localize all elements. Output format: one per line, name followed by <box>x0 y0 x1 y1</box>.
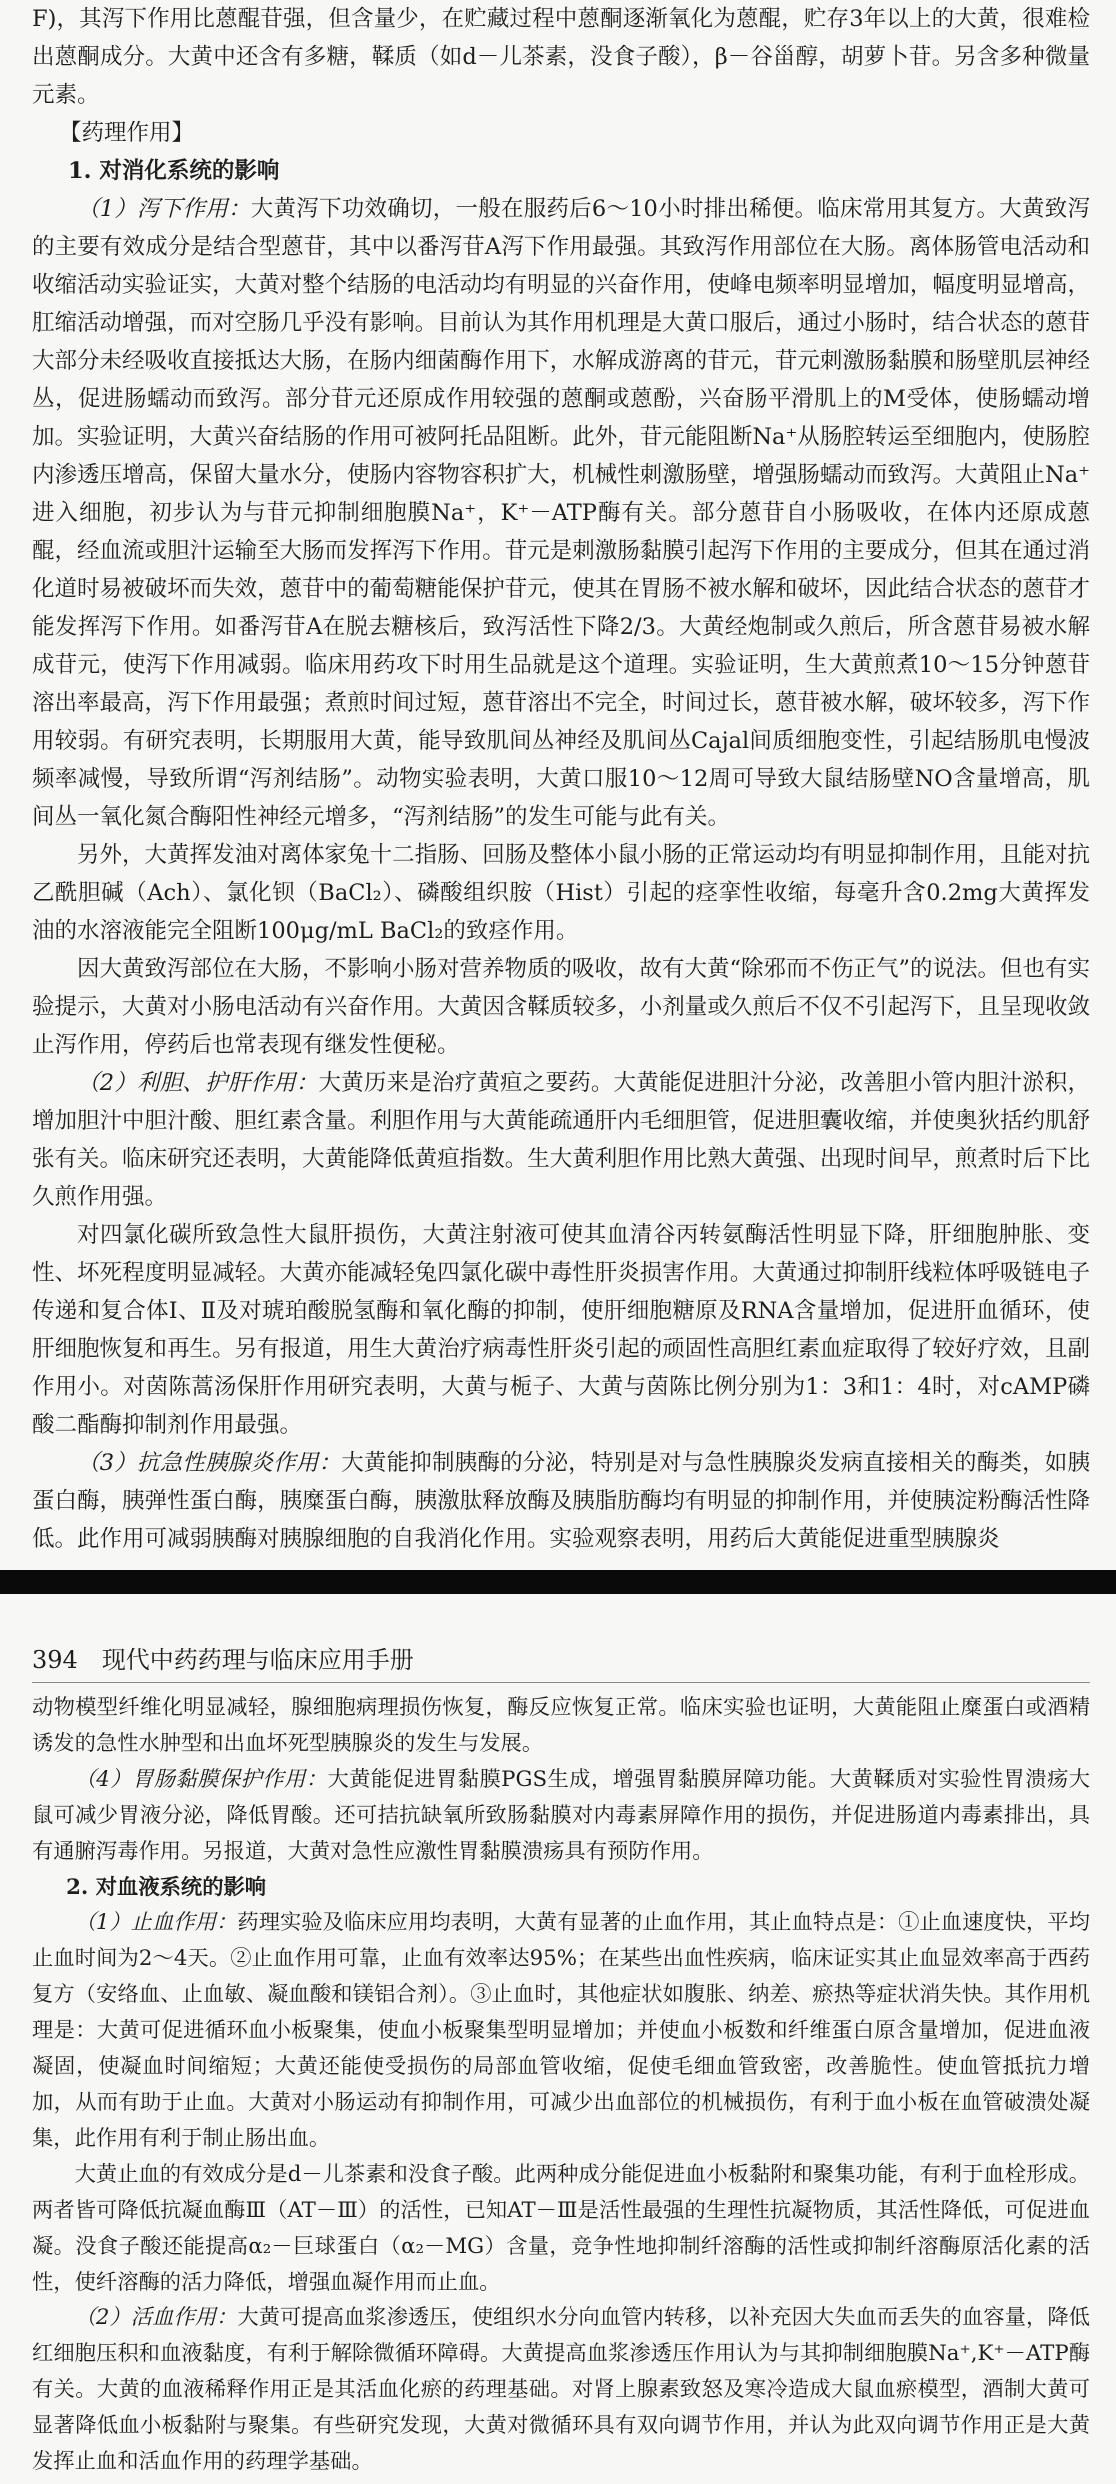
page-top-content <box>32 0 1090 1558</box>
page-bottom-content <box>32 1690 1090 2480</box>
body-choleretic: 大黄历来是治疗黄疸之要药。大黄能促进胆汁分泌，改善胆小管内胆汁淤积，增加胆汁中胆汁酸、胆红素含量。利胆作用与大黄能疏通肝内毛细胆管，促进胆囊收缩，并使奥狄括约肌舒张有关。临床研究还表明，大黄能降低黄疸指数。生大黄利胆作用比熟大黄强、出现时间早，煎煮时后下比久煎作用强。 <box>32 1070 1090 1210</box>
heading-digestive-system: 1. 对消化系统的影响 <box>68 158 280 184</box>
paragraph-choleretic <box>32 1064 1090 1216</box>
body-gastric-mucosa: 大黄能促进胃黏膜PGS生成，增强胃黏膜屏障功能。大黄鞣质对实验性胃溃疡大鼠可减少胃液分泌，降低胃酸。还可拮抗缺氧所致肠黏膜对内毒素屏障作用的损伤，并促进肠道内毒素排出，具有通腑泻毒作用。另报道，大黄对急性应激性胃黏膜溃疡具有预防作用。 <box>32 1766 1090 1864</box>
book-title: 现代中药药理与临床应用手册 <box>101 1646 414 1674</box>
paragraph-volatile-oil: 另外，大黄挥发油对离体家兔十二指肠、回肠及整体小鼠小肠的正常运动均有明显抑制作用，且能对抗乙酰胆碱（Ach）、氯化钡（BaCl₂）、磷酸组织胺（Hist）引起的痉挛性收缩，每毫升含0.2mg大黄挥发油的水溶液能完全阻断100μg/mL BaCl₂的致痉作用。 <box>32 842 1090 944</box>
header-divider <box>32 1682 1090 1683</box>
lead-choleretic: （2）利胆、护肝作用： <box>77 1070 319 1096</box>
paragraph-hemostasis <box>32 1905 1090 2156</box>
intro-paragraph: F)，其泻下作用比蒽醌苷强，但含量少，在贮藏过程中蒽酮逐渐氧化为蒽醌，贮存3年以上的大黄，很难检出蒽酮成分。大黄中还含有多糖，鞣质（如d－儿茶素，没食子酸），β－谷甾醇，胡萝卜苷。另含多种微量元素。 <box>32 6 1090 108</box>
paragraph-pancreatitis <box>32 1444 1090 1558</box>
section-title-pharmacology: 【药理作用】 <box>59 120 195 146</box>
paragraph-laxative <box>32 190 1090 836</box>
lead-blood-activation: （2）活血作用： <box>74 2305 238 2331</box>
paragraph-small-intestine: 因大黄致泻部位在大肠，不影响小肠对营养物质的吸收，故有大黄“除邪而不伤正气”的说法。但也有实验提示，大黄对小肠电活动有兴奋作用。大黄因含鞣质较多，小剂量或久煎后不仅不引起泻下，且呈现收敛止泻作用，停药后也常表现有继发性便秘。 <box>32 956 1091 1058</box>
paragraph-gastric-mucosa <box>32 1762 1090 1870</box>
paragraph-pancreatitis-continued: 动物模型纤维化明显减轻，腺细胞病理损伤恢复，酶反应恢复正常。临床实验也证明，大黄能阻止糜蛋白或酒精诱发的急性水肿型和出血坏死型胰腺炎的发生与发展。 <box>32 1695 1090 1756</box>
body-blood-activation: 大黄可提高血浆渗透压，使组织水分向血管内转移，以补充因大失血而丢失的血容量，降低红细胞压积和血液黏度，有利于解除微循环障碍。大黄提高血浆渗透压作用认为与其抑制细胞膜Na⁺,K⁺－ATP酶有关。大黄的血液稀释作用正是其活血化瘀的药理基础。对肾上腺素致怒及寒冷造成大鼠血瘀模型，酒制大黄可显著降低血小板黏附与聚集。有些研究发现，大黄对微循环具有双向调节作用，并认为此双向调节作用正是大黄发挥止血和活血作用的药理学基础。 <box>32 2305 1090 2475</box>
lead-laxative: （1）泻下作用： <box>77 196 251 222</box>
page-separator <box>0 1570 1116 1594</box>
lead-hemostasis: （1）止血作用： <box>74 1910 238 1936</box>
paragraph-hemostatic-components: 大黄止血的有效成分是d－儿茶素和没食子酸。此两种成分能促进血小板黏附和聚集功能，有利于血栓形成。两者皆可降低抗凝血酶Ⅲ（AT－Ⅲ）的活性，已知AT－Ⅲ是活性最强的生理性抗凝物质，其活性降低，可促进血凝。没食子酸还能提高α₂－巨球蛋白（α₂－MG）含量，竞争性地抑制纤溶酶的活性或抑制纤溶酶原活化素的活性，使纤溶酶的活力降低，增强血凝作用而止血。 <box>32 2161 1090 2295</box>
lead-gastric-mucosa: （4）胃肠黏膜保护作用： <box>74 1766 328 1792</box>
running-header <box>32 1640 414 1675</box>
lead-pancreatitis: （3）抗急性胰腺炎作用： <box>77 1450 342 1476</box>
paragraph-liver-protection: 对四氯化碳所致急性大鼠肝损伤，大黄注射液可使其血清谷丙转氨酶活性明显下降，肝细胞肿胀、变性、坏死程度明显减轻。大黄亦能减轻兔四氯化碳中毒性肝炎损害作用。大黄通过抑制肝线粒体呼吸链电子传递和复合体Ⅰ、Ⅱ及对琥珀酸脱氢酶和氧化酶的抑制，使肝细胞糖原及RNA含量增加，促进肝血循环，使肝细胞恢复和再生。另有报道，用生大黄治疗病毒性肝炎引起的顽固性高胆红素血症取得了较好疗效，且副作用小。对茵陈蒿汤保肝作用研究表明，大黄与栀子、大黄与茵陈比例分别为1：3和1：4时，对cAMP磷酸二酯酶抑制剂作用最强。 <box>32 1222 1090 1438</box>
body-hemostasis: 药理实验及临床应用均表明，大黄有显著的止血作用，其止血特点是：①止血速度快，平均止血时间为2～4天。②止血作用可靠，止血有效率达95%；在某些出血性疾病，临床证实其止血显效率高于西药复方（安络血、止血敏、凝血酸和镁铝合剂）。③止血时，其他症状如腹胀、纳差、瘀热等症状消失快。其作用机理是：大黄可促进循环血小板聚集，使血小板聚集型明显增加；并使血小板数和纤维蛋白原含量增加，促进血液凝固，使凝血时间缩短；大黄还能使受损伤的局部血管收缩，促使毛细血管致密，改善脆性。使血管抵抗力增加，从而有助于止血。大黄对小肠运动有抑制作用，可减少出血部位的机械损伤，有利于血小板在血管破溃处凝集，此作用有利于制止肠出血。 <box>32 1910 1090 2151</box>
page-number: 394 <box>32 1646 78 1674</box>
paragraph-blood-activation <box>32 2300 1090 2480</box>
page-bottom <box>0 1594 1116 2484</box>
body-laxative: 大黄泻下功效确切，一般在服药后6～10小时排出稀便。临床常用其复方。大黄致泻的主要有效成分是结合型蒽苷，其中以番泻苷A泻下作用最强。其致泻作用部位在大肠。离体肠管电活动和收缩活动实验证实，大黄对整个结肠的电活动均有明显的兴奋作用，使峰电频率明显增加，幅度明显增高，肛缩活动增强，而对空肠几乎没有影响。目前认为其作用机理是大黄口服后，通过小肠时，结合状态的蒽苷大部分未经吸收直接抵达大肠，在肠内细菌酶作用下，水解成游离的苷元，苷元刺激肠黏膜和肠壁肌层神经丛，促进肠蠕动而致泻。部分苷元还原成作用较强的蒽酮或蒽酚，兴奋肠平滑肌上的M受体，使肠蠕动增加。实验证明，大黄兴奋结肠的作用可被阿托品阻断。此外，苷元能阻断Na⁺从肠腔转运至细胞内，使肠腔内渗透压增高，保留大量水分，使肠内容物容积扩大，机械性刺激肠壁，增强肠蠕动而致泻。大黄阻止Na⁺进入细胞，初步认为与苷元抑制细胞膜Na⁺，K⁺－ATP酶有关。部分蒽苷自小肠吸收，在体内还原成蒽醌，经血流或胆汁运输至大肠而发挥泻下作用。苷元是刺激肠黏膜引起泻下作用的主要成分，但其在通过消化道时易被破坏而失效，蒽苷中的葡萄糖能保护苷元，使其在胃肠不被水解和破坏，因此结合状态的蒽苷才能发挥泻下作用。如番泻苷A在脱去糖核后，致泻活性下降2/3。大黄经炮制或久煎后，所含蒽苷易被水解成苷元，使泻下作用减弱。临床用药攻下时用生品就是这个道理。实验证明，生大黄煎煮10～15分钟蒽苷溶出率最高，泻下作用最强；煮煎时间过短，蒽苷溶出不完全，时间过长，蒽苷被水解，破坏较多，泻下作用较弱。有研究表明，长期服用大黄，能导致肌间丛神经及肌间丛Cajal间质细胞变性，引起结肠肌电慢波频率减慢，导致所谓“泻剂结肠”。动物实验表明，大黄口服10～12周可导致大鼠结肠壁NO含量增高，肌间丛一氧化氮合酶阳性神经元增多，“泻剂结肠”的发生可能与此有关。 <box>32 196 1090 830</box>
body-pancreatitis: 大黄能抑制胰酶的分泌，特别是对与急性胰腺炎发病直接相关的酶类，如胰蛋白酶，胰弹性蛋白酶，胰糜蛋白酶，胰激肽释放酶及胰脂肪酶均有明显的抑制作用，并使胰淀粉酶活性降低。此作用可减弱胰酶对胰腺细胞的自我消化作用。实验观察表明，用药后大黄能促进重型胰腺炎 <box>32 1450 1090 1552</box>
heading-blood-system: 2. 对血液系统的影响 <box>66 1874 267 1900</box>
